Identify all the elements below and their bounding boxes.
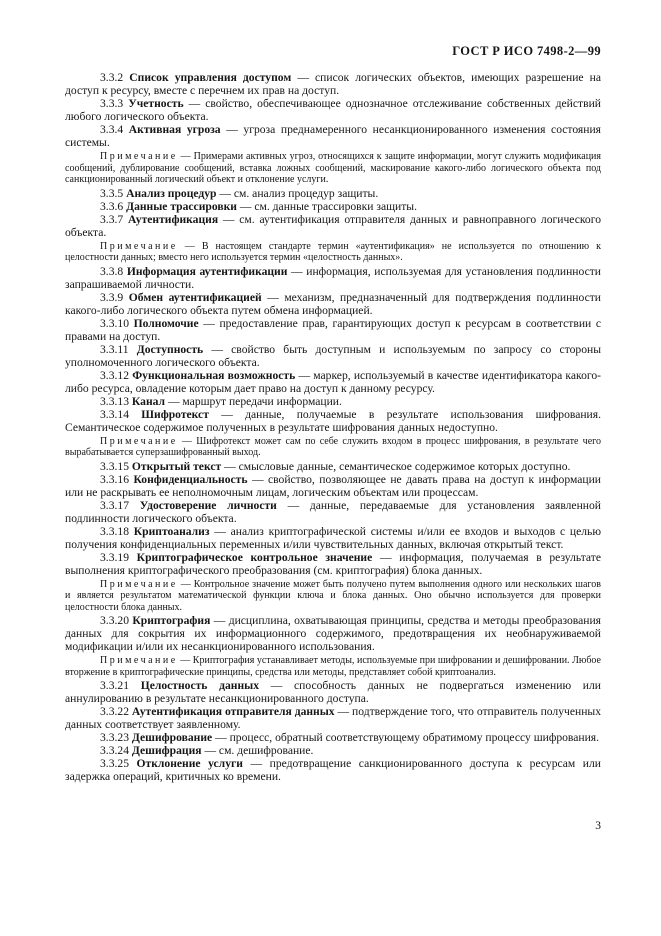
term-name: Данные трассировки (126, 199, 237, 213)
term-definition-paragraph (65, 265, 601, 291)
term-name: Учетность (128, 97, 184, 110)
term-number: 3.3.24 (100, 744, 129, 757)
term-definition-paragraph (65, 460, 601, 473)
term-number: 3.3.18 (100, 524, 129, 538)
term-name: Аутентификация отправителя данных (131, 705, 335, 718)
term-definition-text: — данные, передаваемые для установления заявленной подлинности логического объекта. (65, 498, 601, 525)
note-text: — Примерами активных угроз, относящихся к защите информации, могут служить модификация сообщений, дублирование сообщений, вставка ложных сообщений, маскирование какого-либо логического объекта под санкционированный логический объект и отклонение услуги. (65, 151, 601, 185)
term-definition-paragraph (65, 744, 601, 757)
term-definition-paragraph (65, 499, 601, 525)
term-definition-text: — информация, получаемая в результате выполнения криптографического преобразования (см. криптография) блока данных. (65, 550, 601, 577)
term-name: Активная угроза (128, 123, 221, 136)
term-definition-paragraph (65, 757, 601, 783)
term-definition-text: — см. анализ процедур защиты. (219, 186, 379, 200)
term-definition-paragraph (65, 525, 601, 551)
note-paragraph (65, 579, 601, 614)
term-name: Криптографическое контрольное значение (136, 550, 373, 564)
term-number: 3.3.3 (100, 97, 124, 110)
term-number: 3.3.21 (100, 679, 129, 692)
note-label: Примечание (100, 655, 178, 666)
term-definition-text: — маркер, используемый в качестве идентификатора какого-либо ресурса, овладение которым дает право на доступ к данному ресурсу. (65, 368, 602, 395)
term-name: Конфиденциальность (133, 472, 248, 486)
term-number: 3.3.8 (100, 264, 124, 278)
term-number: 3.3.19 (100, 550, 129, 564)
term-number: 3.3.20 (100, 614, 129, 627)
note-label: Примечание (100, 435, 178, 447)
term-definition-paragraph (65, 408, 601, 434)
term-number: 3.3.14 (100, 407, 129, 421)
term-definition-text: — см. дешифрование. (204, 744, 314, 757)
term-name: Открытый текст (131, 459, 222, 473)
term-definition-paragraph (65, 731, 601, 744)
term-number: 3.3.17 (100, 498, 129, 512)
term-number: 3.3.4 (100, 123, 124, 136)
term-number: 3.3.10 (100, 316, 129, 330)
term-definition-paragraph (65, 551, 601, 577)
term-definition-paragraph (65, 369, 601, 395)
term-definition-paragraph (65, 291, 601, 317)
note-paragraph (65, 436, 601, 459)
term-number: 3.3.5 (100, 186, 124, 200)
term-definition-text: — свойство, обеспечивающее однозначное отслеживание собственных действий любого логического объекта. (65, 97, 601, 123)
term-number: 3.3.9 (100, 290, 124, 304)
term-definition-paragraph (65, 71, 601, 97)
term-definition-text: — процесс, обратный соответствующему обратимому процессу шифрования. (215, 731, 600, 744)
term-number: 3.3.12 (100, 368, 129, 382)
term-definition-text: — список логических объектов, имеющих разрешение на доступ к ресурсу, вместе с перечнем их прав на доступ. (65, 71, 601, 97)
term-name: Целостность данных (140, 679, 260, 692)
term-definition-paragraph (65, 187, 601, 200)
term-definition-text: — дисциплина, охватывающая принципы, средства и методы преобразования данных для сокрытия их информационного содержимого, предотвращения их необнаруживаемой модификации и/или их несанкционированного использования. (65, 614, 602, 653)
term-name: Аутентификация (127, 212, 219, 226)
term-name: Информация аутентификации (126, 264, 288, 278)
term-number: 3.3.23 (100, 731, 129, 744)
term-definition-text: — свойство, позволяющее не давать права на доступ к информации или не раскрывать ее неполномочным лицам, логическим объектам или процессам. (65, 472, 601, 499)
term-definition-paragraph (65, 705, 601, 731)
note-text: — Контрольное значение может быть получено путем выполнения одного или нескольких шагов и является результатом математической функции ключа и блока данных. Оно обычно используется для проверки целостности блока данных. (65, 578, 602, 613)
term-definition-text: — см. данные трассировки защиты. (239, 199, 417, 213)
term-definition-text: — механизм, предназначенный для подтверждения подлинности какого-либо логического объекта путем обмена информацией. (65, 290, 602, 317)
term-definition-paragraph (65, 395, 601, 408)
term-definition-paragraph (65, 473, 601, 499)
term-definition-paragraph (65, 213, 601, 239)
note-label: Примечание (100, 240, 178, 252)
note-paragraph (65, 151, 601, 186)
term-definition-text: — маршрут передачи информации. (167, 394, 342, 408)
term-definition-text: — данные, получаемые в результате использования шифрования. Семантическое содержимое полученных в результате шифрования данных недоступно. (65, 407, 601, 434)
term-definition-paragraph (65, 123, 601, 149)
term-definition-paragraph (65, 343, 601, 369)
term-name: Доступность (136, 342, 204, 356)
term-name: Дешифрация (131, 744, 202, 757)
term-definition-text: — способность данных не подвергаться изменению или аннулированию в результате несанкционированного доступа. (65, 679, 601, 705)
term-definition-text: — см. аутентификация отправителя данных и равноправного логического объекта. (65, 212, 601, 239)
term-name: Функциональная возможность (132, 368, 296, 382)
document-code-header: ГОСТ Р ИСО 7498-2—99 (452, 44, 601, 58)
note-text: — Шифротекст может сам по себе служить входом в процесс шифрования, в результате чего вырабатывается суперзашифрованный выход. (65, 435, 601, 458)
term-name: Криптоанализ (133, 524, 210, 538)
term-definition-text: — предоставление прав, гарантирующих доступ к ресурсам в соответствии с правами на доступ. (65, 316, 601, 343)
term-definition-paragraph (65, 317, 601, 343)
term-definition-paragraph (65, 614, 601, 653)
term-definition-text: — смысловые данные, семантическое содержимое которых доступно. (224, 459, 571, 473)
term-number: 3.3.16 (100, 472, 129, 486)
term-name: Криптография (132, 614, 211, 627)
term-definition-paragraph (65, 679, 601, 705)
definitions-list (65, 71, 601, 783)
term-name: Полномочие (133, 316, 199, 330)
term-name: Список управления доступом (129, 71, 292, 84)
term-number: 3.3.22 (100, 705, 129, 718)
term-definition-text: — подтверждение того, что отправитель полученных данных соответствует заявленному. (65, 705, 601, 731)
term-definition-text: — информация, используемая для установления подлинности запрашиваемой личности. (65, 264, 601, 291)
term-number: 3.3.2 (100, 71, 124, 84)
term-name: Шифротекст (141, 407, 209, 421)
note-text: — В настоящем стандарте термин «аутентификация» не используется по отношению к целостности данных; вместо него используется термин «целостность данных». (65, 240, 602, 263)
term-name: Канал (131, 394, 166, 408)
term-number: 3.3.6 (100, 199, 124, 213)
term-number: 3.3.7 (100, 212, 124, 226)
term-name: Удостоверение личности (139, 498, 277, 512)
note-text: — Криптография устанавливает методы, используемые при шифровании и дешифровании. Любое вторжение в криптографические принципы, средства или методы, представляет собой криптоанализ. (65, 655, 601, 678)
term-number: 3.3.11 (100, 342, 129, 356)
term-name: Анализ процедур (126, 186, 217, 200)
term-definition-text: — свойство быть доступным и используемым по запросу со стороны уполномоченного логического объекта. (65, 342, 601, 369)
note-paragraph (65, 655, 601, 678)
term-definition-paragraph (65, 97, 601, 123)
note-label: Примечание (100, 151, 178, 162)
term-name: Обмен аутентификацией (128, 290, 262, 304)
term-number: 3.3.13 (100, 394, 129, 408)
term-definition-text: — анализ криптографической системы и/или ее входов и выходов с целью получения конфиденциальных переменных и/или чувствительных данных, включая открытый текст. (65, 524, 601, 551)
term-number: 3.3.25 (100, 757, 129, 770)
term-definition-text: — угроза преднамеренного несанкционированного изменения состояния системы. (65, 123, 602, 149)
note-paragraph (65, 241, 601, 264)
term-name: Дешифрование (131, 731, 213, 744)
term-definition-paragraph (65, 200, 601, 213)
term-number: 3.3.15 (100, 459, 129, 473)
page-number: 3 (595, 820, 601, 832)
term-definition-text: — предотвращение санкционированного доступа к ресурсам или задержка операций, критичных ко времени. (65, 757, 601, 783)
term-name: Отклонение услуги (136, 757, 243, 770)
note-label: Примечание (100, 578, 178, 590)
